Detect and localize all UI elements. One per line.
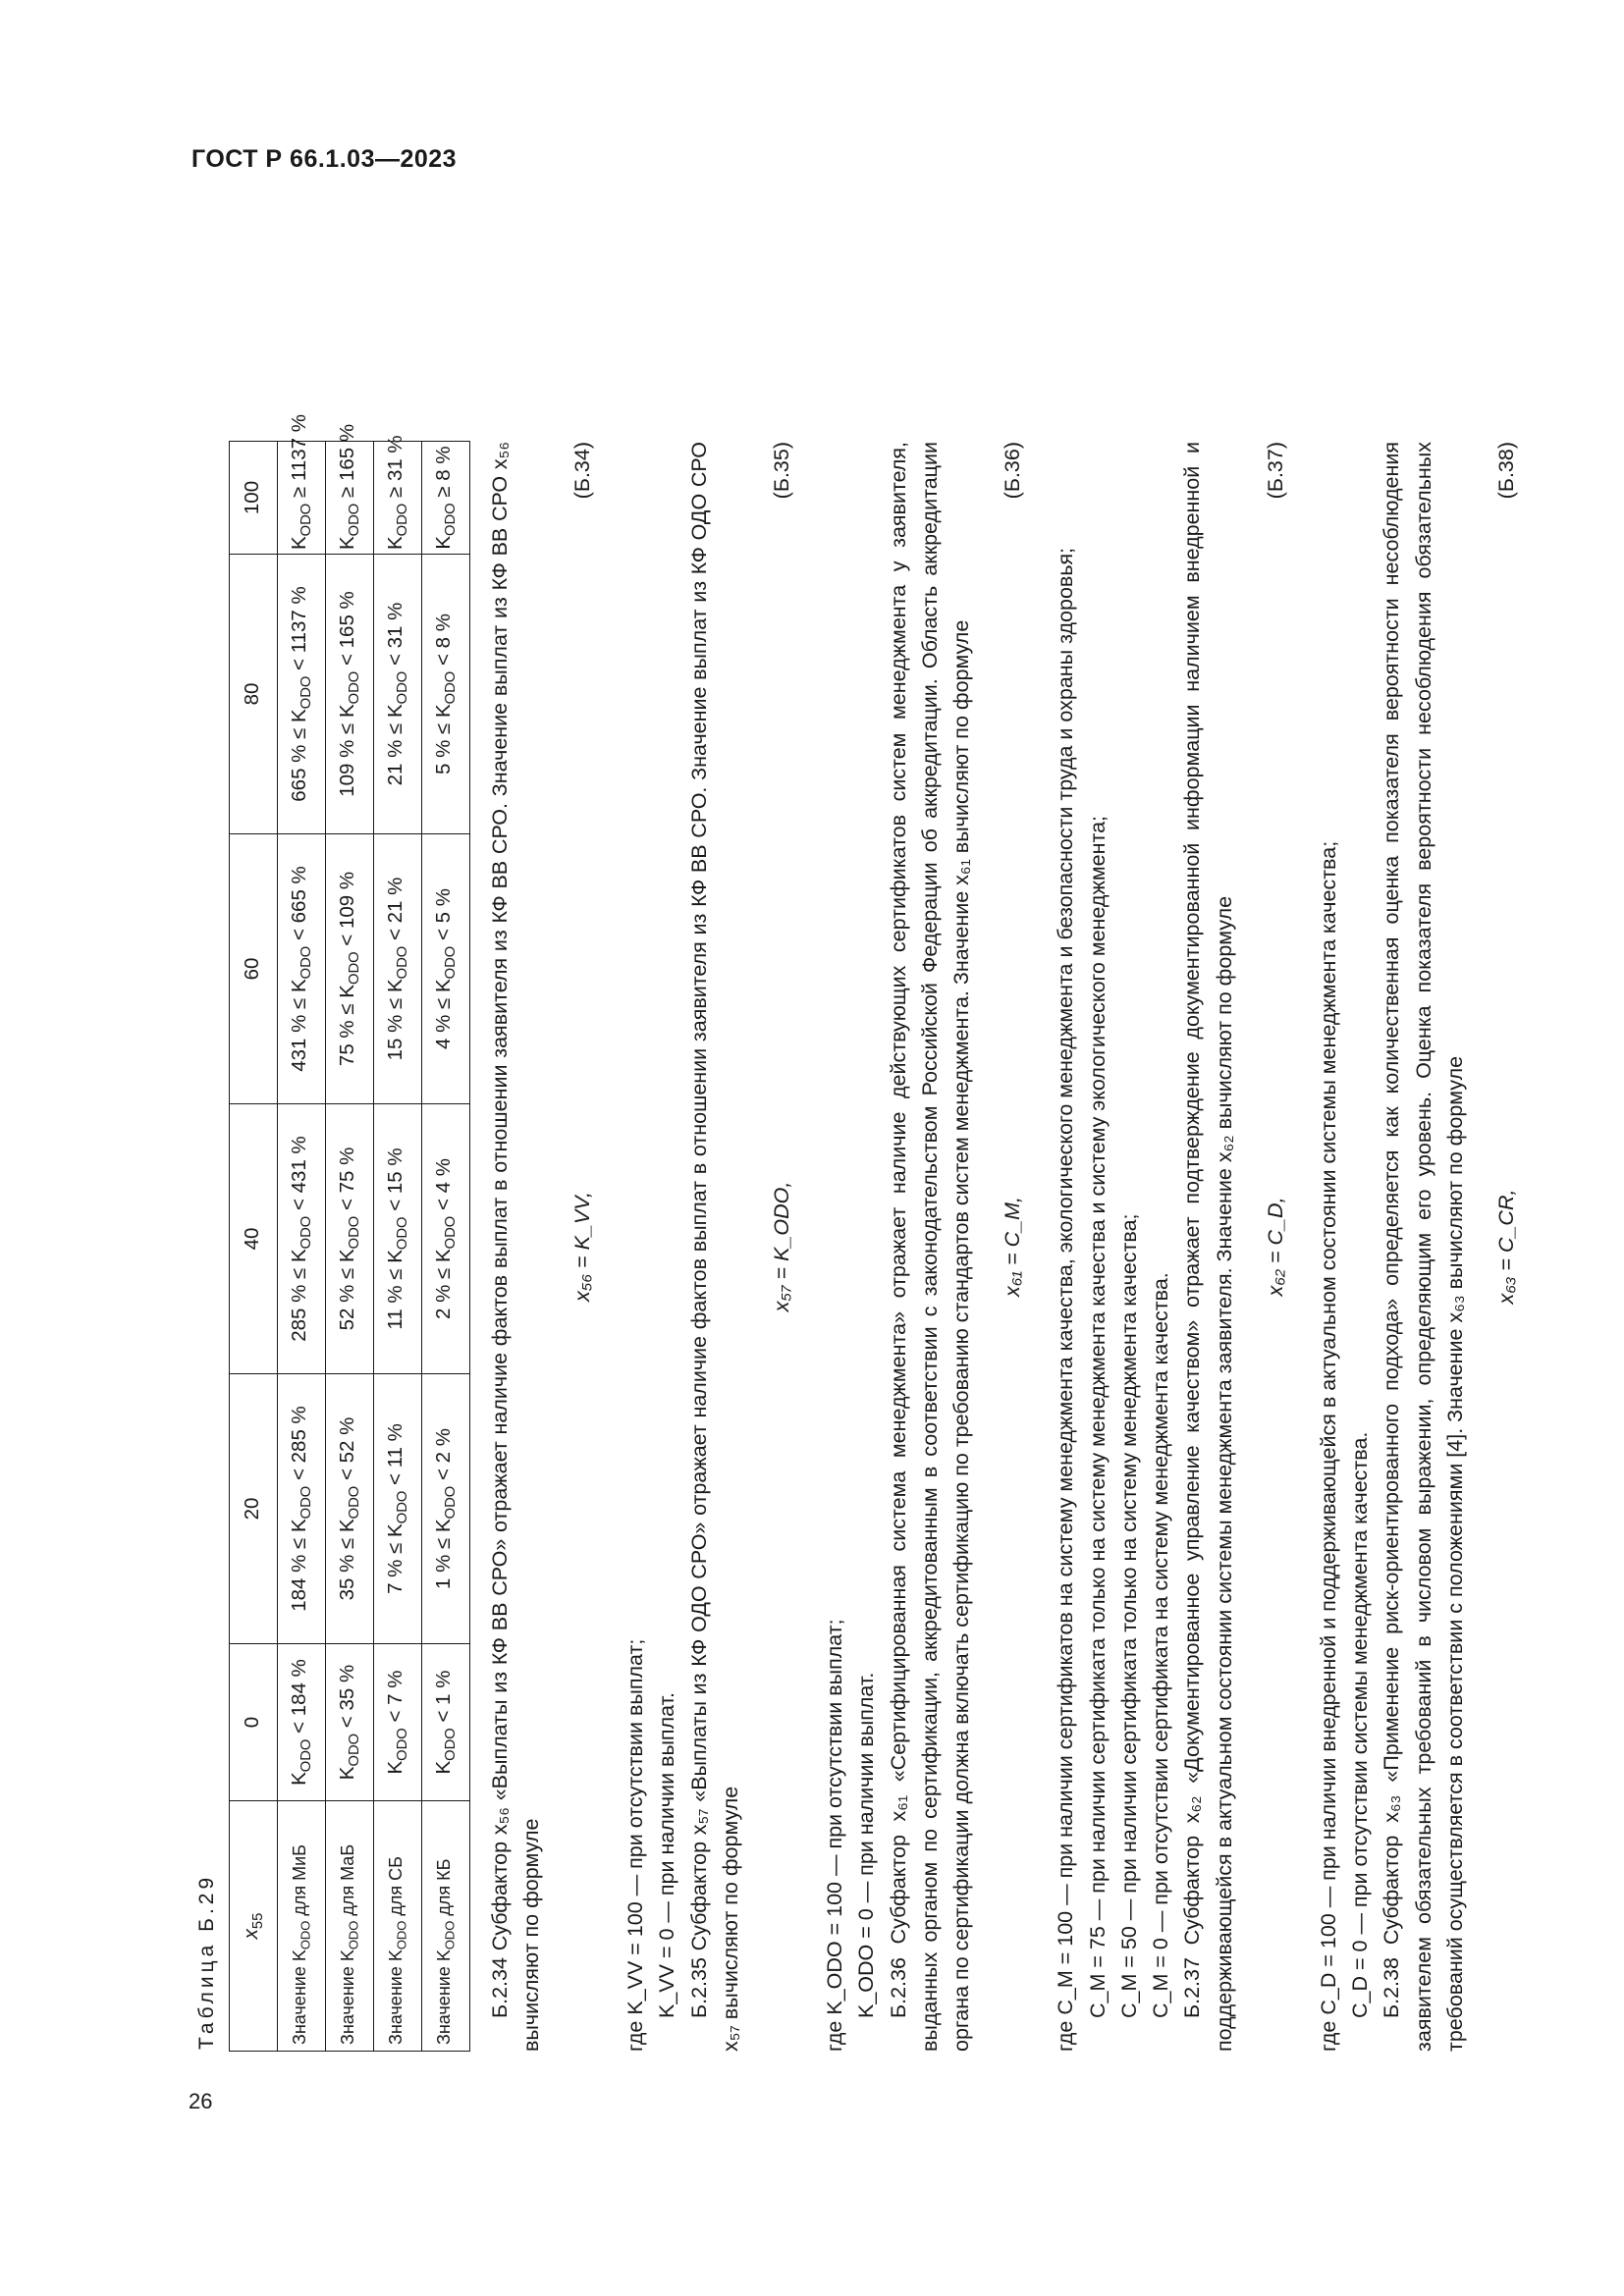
table-cell: 665 % ≤ $K_{ODO} < 1137$ % <box>277 555 325 834</box>
where-line: где C_M = 100 — при наличии сертификатов на систему менеджмента качества, экологического менеджмента и безопасности труда и охраны здоровья; <box>1054 547 1078 2052</box>
paragraph-b237: Б.2.37 Субфактор x₆₂ «Документированное управление качеством» отражает подтверждение документированной информации наличием внедренной и поддерживающейся в актуальном состоянии системы менеджмента заявителя. Значение x₆₂ вычисляют по формуле <box>1180 442 1236 2052</box>
table-cell: 285 % ≤ $K_{ODO} < 431$ % <box>277 1104 325 1374</box>
formula-b34 <box>559 442 606 2052</box>
where-line: где K_VV = 100 — при отсутствии выплат; <box>623 1638 647 2052</box>
formula-number: (Б.35) <box>770 442 793 500</box>
formula-expression: x₅₆ = K_VV, <box>570 1192 594 1302</box>
table-cell: 1 % ≤ $K_{ODO} < 2$ % <box>421 1374 469 1644</box>
header-cell: $x_{55}$ <box>229 1801 277 2052</box>
formula-number: (Б.38) <box>1494 442 1518 500</box>
table-cell: $K_{ODO} < 184$ % <box>277 1644 325 1801</box>
where-line: C_D = 0 — при отсутствии системы менеджмента качества. <box>1348 1431 1372 2018</box>
formula-number: (Б.34) <box>570 442 594 500</box>
table-cell: 109 % ≤ $K_{ODO} < 165$ % <box>325 555 373 834</box>
table-cell: 21 % ≤ $K_{ODO} < 31$ % <box>373 555 421 834</box>
row-label: Значение $K_{ODO}$ для МиБ <box>277 1801 325 2052</box>
header-cell: 80 <box>229 555 277 834</box>
table-cell: 52 % ≤ $K_{ODO} < 75$ % <box>325 1104 373 1374</box>
table-cell: 184 % ≤ $K_{ODO} < 285$ % <box>277 1374 325 1644</box>
where-line: C_M = 50 — при наличии сертификата только на систему менеджмента качества; <box>1116 1213 1141 2018</box>
paragraph-b238: Б.2.38 Субфактор x₆₃ «Применение риск-ориентированного подхода» определяется как количественная оценка показателя вероятности несоблюдения заявителем обязательных требований в числовом выражении, определяющим его уровень. Оценка показателя вероятности несоблюдения обязательных требований осуществляется в соответствии с положениями [4]. Значение x₆₃ вычисляют по формуле <box>1380 442 1467 2052</box>
header-cell: 20 <box>229 1374 277 1644</box>
table-cell: $K_{ODO} < 7$ % <box>373 1644 421 1801</box>
table-cell: 75 % ≤ $K_{ODO} < 109$ % <box>325 834 373 1104</box>
formula-b36 <box>989 442 1036 2052</box>
formula-expression: x₆₂ = C_D, <box>1263 1197 1287 1297</box>
table-cell: 11 % ≤ $K_{ODO} < 15$ % <box>373 1104 421 1374</box>
formula-b38 <box>1483 442 1530 2052</box>
table-row <box>373 442 421 2052</box>
header-cell: 0 <box>229 1644 277 1801</box>
header-cell: 40 <box>229 1104 277 1374</box>
table-cell: 2 % ≤ $K_{ODO} < 4$ % <box>421 1104 469 1374</box>
where-line: C_M = 0 — при отсутствии сертификата на систему менеджмента качества. <box>1149 1272 1172 2018</box>
paragraph-b236: Б.2.36 Субфактор x₆₁ «Сертифицированная система менеджмента» отражает наличие действующих сертификатов систем менеджмента у заявителя, выданных органом по сертификации, аккредитованным в соответствии с законодательством Российской Федерации об аккредитации. Область аккредитации органа по сертификации должна включать сертификацию по требованию стандартов систем менеджмента. Значение x₆₁ вычисляют по формуле <box>886 442 973 2052</box>
table-cell: 7 % ≤ $K_{ODO} < 11$ % <box>373 1374 421 1644</box>
table-b29 <box>229 414 470 2052</box>
table-cell: 431 % ≤ $K_{ODO} < 665$ % <box>277 834 325 1104</box>
table-caption: Таблица Б.29 <box>195 1873 218 2050</box>
row-label: Значение $K_{ODO}$ для МаБ <box>325 1801 373 2052</box>
where-line: K_ODO = 0 — при наличии выплат. <box>854 1672 879 2018</box>
row-label: Значение $K_{ODO}$ для СБ <box>373 1801 421 2052</box>
table-row <box>277 442 325 2052</box>
table-cell: $K_{ODO} \ge 8$ % <box>421 442 469 555</box>
formula-b35 <box>758 442 805 2052</box>
table-cell: 4 % ≤ $K_{ODO} < 5$ % <box>421 834 469 1104</box>
where-line: C_M = 75 — при наличии сертификата только на систему менеджмента качества и систему экологического менеджмента; <box>1085 816 1110 2018</box>
formula-expression: x₆₃ = C_CR, <box>1494 1189 1518 1305</box>
document-title: ГОСТ Р 66.1.03—2023 <box>191 145 458 173</box>
table-cell: $K_{ODO} \ge 31$ % <box>373 442 421 555</box>
table-cell: $K_{ODO} < 1$ % <box>421 1644 469 1801</box>
formula-number: (Б.37) <box>1263 442 1287 500</box>
table-cell: $K_{ODO} < 35$ % <box>325 1644 373 1801</box>
table-header-row <box>229 442 277 2052</box>
formula-expression: x₅₇ = K_ODO, <box>770 1181 793 1312</box>
page-number: 26 <box>189 2089 213 2113</box>
where-line: где C_D = 100 — при наличии внедренной и поддерживающейся в актуальном состоянии системы менеджмента качества; <box>1316 840 1340 2052</box>
table-cell: 15 % ≤ $K_{ODO} < 21$ % <box>373 834 421 1104</box>
paragraph-b234: Б.2.34 Субфактор x₅₆ «Выплаты из КФ ВВ СРО» отражает наличие фактов выплат в отношении заявителя из КФ ВВ СРО. Значение выплат из КФ ВВ СРО x₅₆ вычисляют по формуле <box>487 442 543 2052</box>
formula-number: (Б.36) <box>1001 442 1025 500</box>
table-row <box>421 442 469 2052</box>
body-text <box>484 442 1531 2052</box>
header-cell: 100 <box>229 442 277 555</box>
table-cell: $K_{ODO} \ge 165$ % <box>325 442 373 555</box>
row-label: Значение $K_{ODO}$ для КБ <box>421 1801 469 2052</box>
table-cell: 5 % ≤ $K_{ODO} < 8$ % <box>421 555 469 834</box>
where-line: где K_ODO = 100 — при отсутствии выплат; <box>823 1619 846 2052</box>
table-row <box>325 442 373 2052</box>
table-cell: 35 % ≤ $K_{ODO} < 52$ % <box>325 1374 373 1644</box>
rotated-content <box>191 226 1518 2052</box>
paragraph-b235: Б.2.35 Субфактор x₅₇ «Выплаты из КФ ОДО СРО» отражает наличие фактов выплат в отношении заявителя из КФ ВВ СРО. Значение выплат из КФ ОДО СРО x₅₇ вычисляют по формуле <box>686 442 742 2052</box>
table-cell: $K_{ODO} \ge 1137$ % <box>277 442 325 555</box>
formula-b37 <box>1252 442 1299 2052</box>
formula-expression: x₆₁ = C_M, <box>1001 1196 1025 1298</box>
where-line: K_VV = 0 — при наличии выплат. <box>655 1691 679 2018</box>
header-cell: 60 <box>229 834 277 1104</box>
